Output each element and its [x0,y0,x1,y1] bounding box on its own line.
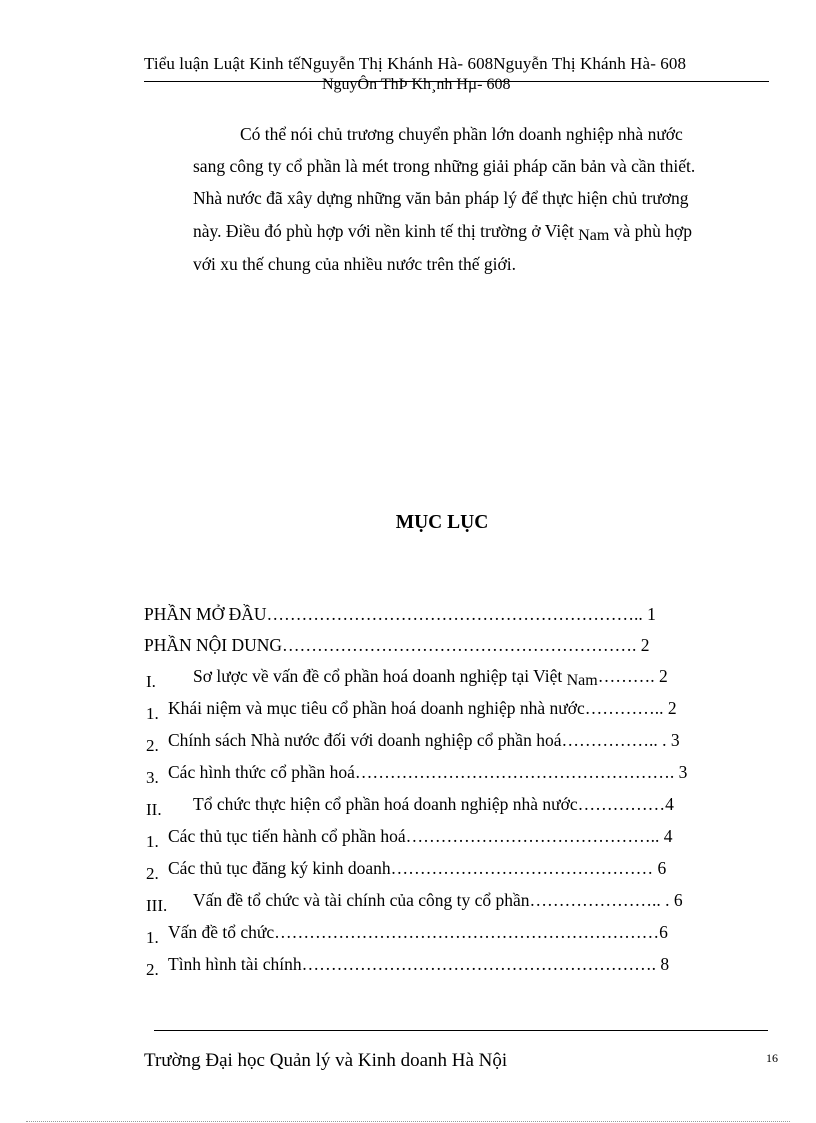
intro-line-5: với xu thế chung của nhiều nước trên thế giới. [193,254,516,274]
toc-entry-text: Sơ lược về vấn đề cổ phần hoá doanh nghiệp tại Việt [193,666,563,686]
toc-entry-sub: Nam [566,672,598,689]
toc-entry: Các hình thức cổ phần hoá………………………………………………. 3 [168,762,688,782]
toc-entry: PHẦN MỞ ĐẦU……………………………………………………….. 1 [144,604,656,624]
toc-entry-tail: ………. 2 [597,666,668,686]
toc-entry-number: I. [146,672,156,691]
toc-entry: Tình hình tài chính……………………………………………………. 8 [168,954,670,974]
intro-line-3: Nhà nước đã xây dựng những văn bản pháp lý để thực hiện chủ trương [193,188,689,208]
intro-line-4 [193,221,692,242]
toc-entry [193,666,668,687]
toc-entry: Vấn đề tổ chức…………………………………………………………6 [168,922,668,942]
toc-entry: Chính sách Nhà nước đối với doanh nghiệp cổ phần hoá…………….. . 3 [168,730,680,750]
intro-line-4-tail: và phù hợp [609,221,692,241]
toc-entry-number: 2. [146,736,159,755]
toc-entry-number: 1. [146,832,159,851]
page-edge-dotted-line [26,1121,790,1122]
intro-line-4-sub: Nam [578,227,610,244]
page-number: 16 [766,1051,778,1065]
toc-entry: Tổ chức thực hiện cổ phần hoá doanh nghiệp nhà nước……………4 [193,794,674,814]
toc-entry: Vấn đề tổ chức và tài chính của công ty cổ phần………………….. . 6 [193,890,683,910]
header-rule [144,81,769,82]
intro-line-4-text: này. Điều đó phù hợp với nền kinh tế thị trường ở Việt [193,221,574,241]
footer-school-name: Trường Đại học Quản lý và Kinh doanh Hà Nội [144,1050,508,1071]
footer-rule [154,1030,768,1031]
toc-entry: PHẦN NỘI DUNG……………………………………………………. 2 [144,635,650,655]
intro-line-2: sang công ty cổ phần là mét trong những giải pháp căn bản và cần thiết. [193,156,696,176]
header-title: Tiểu luận Luật Kinh tếNguyễn Thị Khánh Hà- 608Nguyễn Thị Khánh Hà- 608 [144,54,687,73]
toc-entry-number: 2. [146,960,159,979]
toc-title: MỤC LỤC [395,512,489,533]
intro-line-1: Có thể nói chủ trương chuyển phần lớn doanh nghiệp nhà nước [240,124,683,144]
toc-entry-number: III. [146,896,168,915]
toc-entry-number: 1. [146,928,159,947]
header-subtitle-garbled: NguyÔn ThÞ Kh¸nh Hµ- 608 [322,76,511,93]
toc-entry-number: 1. [146,704,159,723]
toc-entry: Các thủ tục tiến hành cổ phần hoá…………………………………….. 4 [168,826,673,846]
toc-entry-number: II. [146,800,162,819]
toc-entry-number: 2. [146,864,159,883]
toc-entry: Các thủ tục đăng ký kinh doanh……………………………………… 6 [168,858,667,878]
toc-entry: Khái niệm và mục tiêu cổ phần hoá doanh nghiệp nhà nước………….. 2 [168,698,677,718]
toc-entry-number: 3. [146,768,159,787]
